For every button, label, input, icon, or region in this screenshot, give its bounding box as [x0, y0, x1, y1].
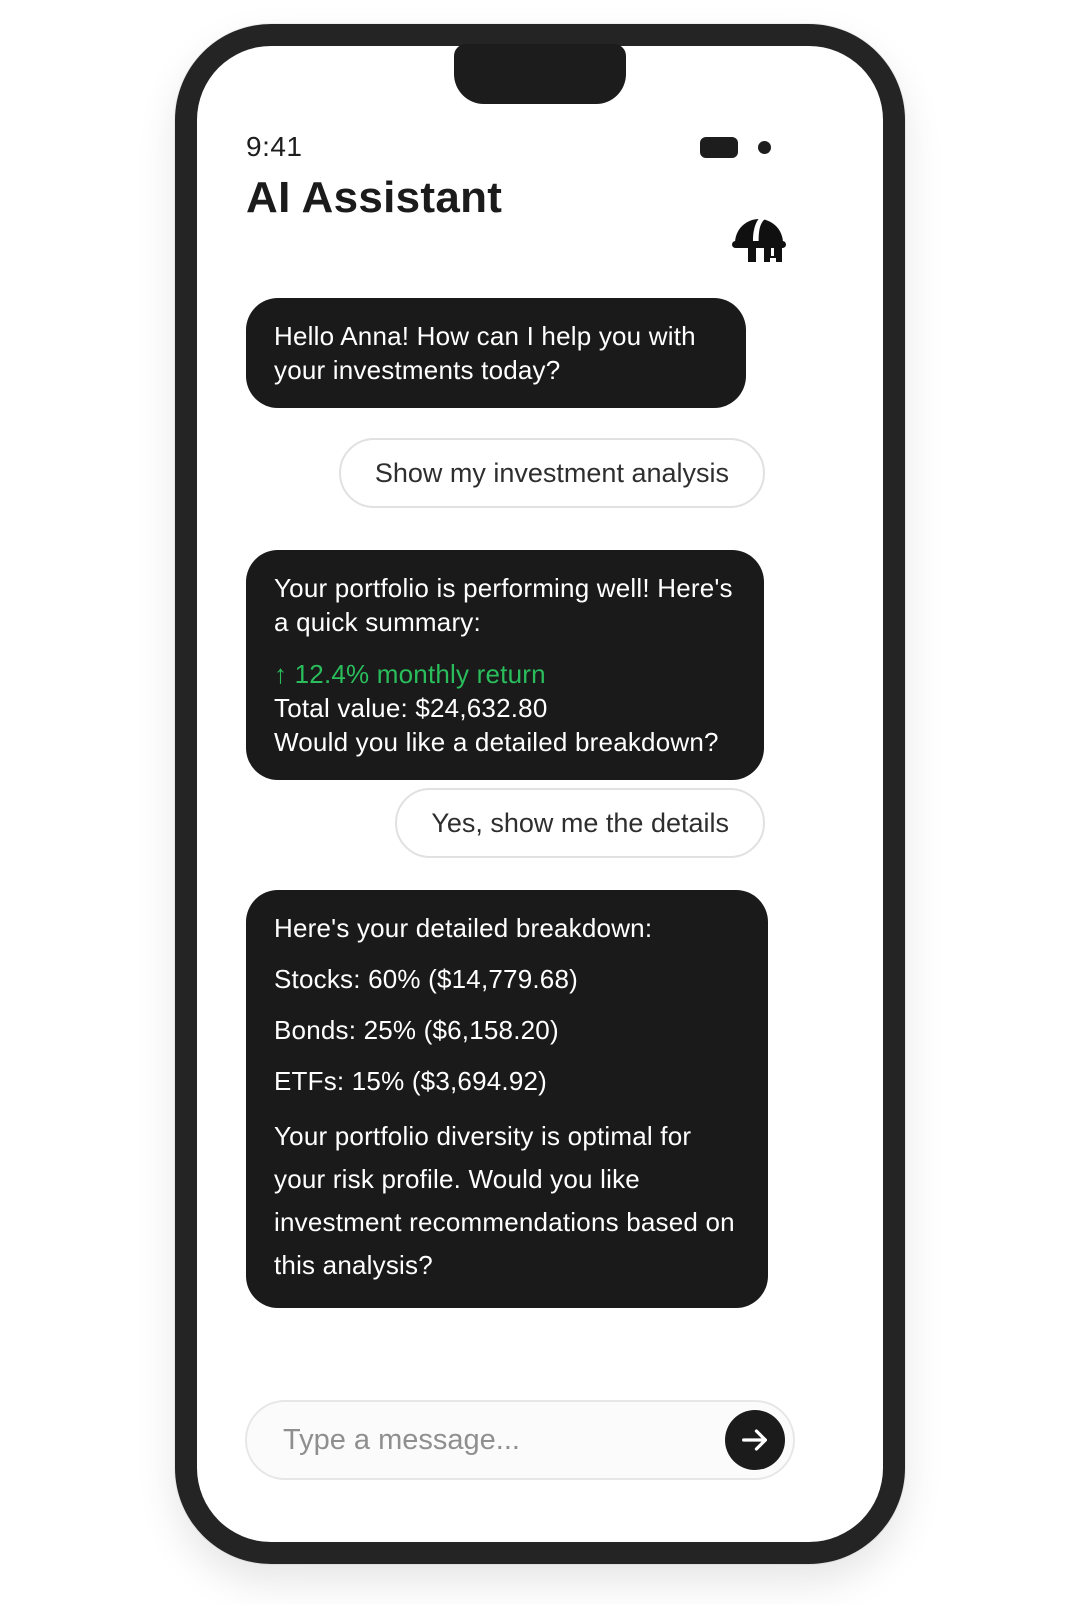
message-text: Hello Anna! How can I help you with your investments today?	[274, 321, 696, 385]
message-composer	[245, 1400, 795, 1480]
message-text: Yes, show me the details	[431, 808, 729, 838]
etfs-line: ETFs: 15% ($3,694.92)	[274, 1066, 547, 1096]
user-message-show-analysis[interactable]	[339, 438, 765, 508]
breakdown-outro-text: Your portfolio diversity is optimal for your risk profile. Would you like investment recommendations based on this analysis?	[274, 1121, 735, 1280]
monthly-return-text: ↑ 12.4% monthly return	[274, 659, 546, 689]
phone-frame	[175, 24, 905, 1564]
message-input[interactable]	[247, 1402, 725, 1478]
assistant-message-summary	[246, 550, 764, 780]
phone-screen	[197, 46, 883, 1542]
assistant-message-breakdown	[246, 890, 768, 1308]
total-value-text: Total value: $24,632.80	[274, 693, 548, 723]
assistant-message-greeting	[246, 298, 746, 408]
arrow-right-icon	[738, 1423, 772, 1457]
status-icons	[700, 137, 771, 158]
camera-dot-icon	[758, 141, 771, 154]
breakdown-intro-text: Here's your detailed breakdown:	[274, 913, 653, 943]
status-bar	[246, 132, 771, 162]
status-time: 9:41	[246, 131, 303, 162]
bird-logo-icon	[731, 202, 787, 264]
message-text: Show my investment analysis	[374, 458, 729, 488]
page-title: AI Assistant	[246, 173, 503, 222]
summary-intro-text: Your portfolio is performing well! Here's a quick summary:	[274, 573, 733, 637]
stocks-line: Stocks: 60% ($14,779.68)	[274, 964, 578, 994]
bonds-line: Bonds: 25% ($6,158.20)	[274, 1015, 559, 1045]
phone-notch	[454, 44, 626, 104]
battery-icon	[700, 137, 738, 158]
summary-question-text: Would you like a detailed breakdown?	[274, 727, 719, 757]
user-message-show-details[interactable]	[395, 788, 765, 858]
send-button[interactable]	[725, 1410, 785, 1470]
